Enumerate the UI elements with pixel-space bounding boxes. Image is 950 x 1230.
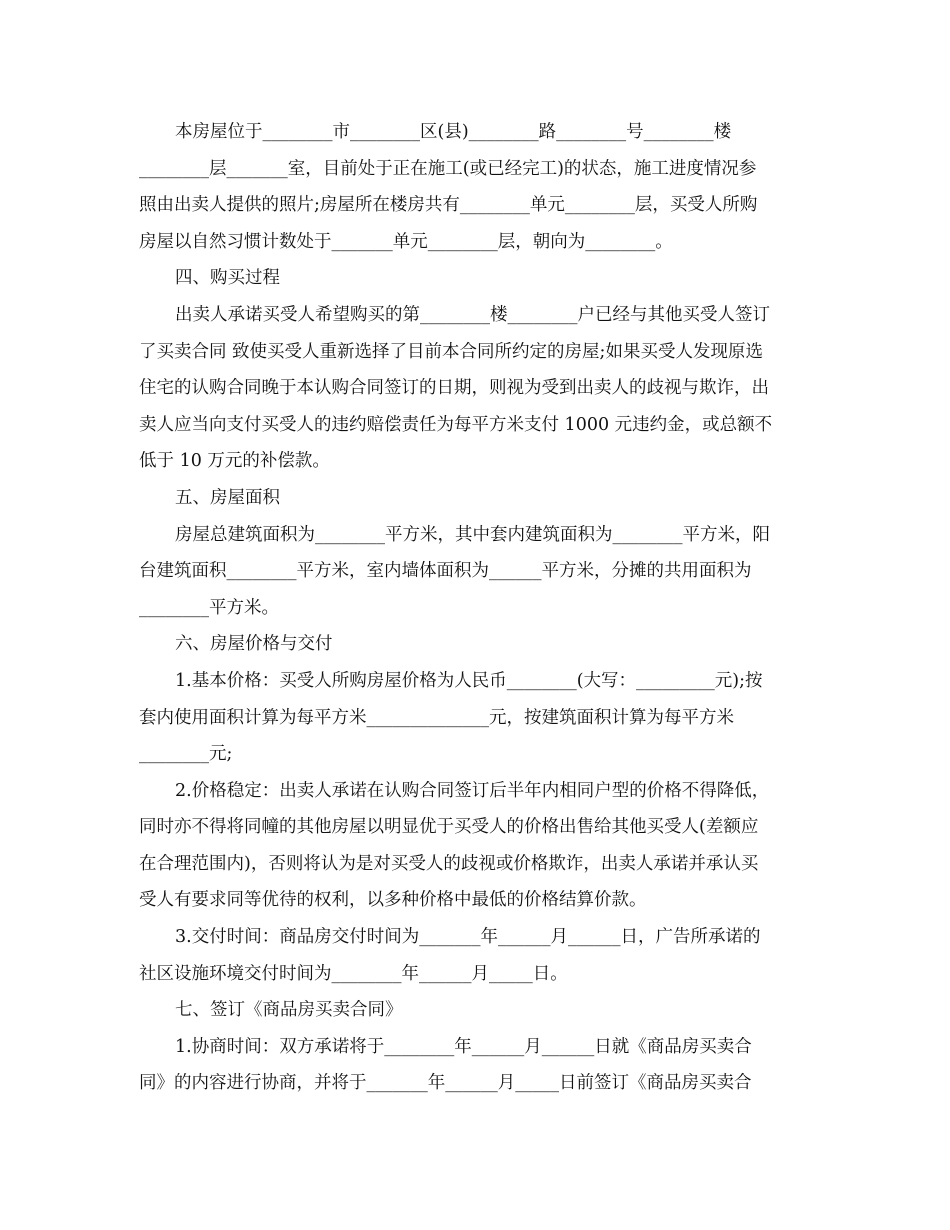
text-line: 2.价格稳定：出卖人承诺在认购合同签订后半年内相同户型的价格不得降低， [175,780,770,801]
text-line: 套内使用面积计算为每平方米______________元，按建筑面积计算为每平方米 [139,707,734,728]
text-line: ________元; [139,744,233,765]
section-heading: 六、房屋价格与交付 [175,634,333,655]
text-line: 3.交付时间：商品房交付时间为_______年______月______日，广告所承诺的 [175,927,761,948]
document-body [139,114,811,1102]
text-line: 同》的内容进行协商，并将于_______年______月_____日前签订《商品房买卖合 [139,1073,752,1094]
text-line: 房屋以自然习惯计数处于_______单元________层，朝向为________。 [139,231,673,252]
text-line: 卖人应当向支付买受人的违约赔偿责任为每平方米支付 1000 元违约金，或总额不 [139,414,773,435]
text-line: 社区设施环境交付时间为________年______月_____日。 [139,963,568,984]
section-heading: 四、购买过程 [175,268,280,289]
text-line: 低于 10 万元的补偿款。 [139,451,330,472]
text-line: ________层_______室，目前处于正在施工(或已经完工)的状态，施工进度情况参 [139,158,757,179]
text-line: 房屋总建筑面积为________平方米，其中套内建筑面积为________平方米，阳 [175,524,770,545]
paragraph-location [139,114,811,260]
paragraph-base-price [139,663,811,773]
text-line: 同时亦不得将同幢的其他房屋以明显优于买受人的价格出售给其他买受人(差额应 [139,817,759,838]
text-line: 在合理范围内)，否则将认为是对买受人的歧视或价格欺诈，出卖人承诺并承认买 [139,853,759,874]
text-line: 照由出卖人提供的照片;房屋所在楼房共有________单元________层，买受人所购 [139,195,758,216]
text-line: 了买卖合同 致使买受人重新选择了目前本合同所约定的房屋;如果买受人发现原选 [139,341,763,362]
paragraph-price-stability [139,773,811,919]
text-line: ________平方米。 [139,597,279,618]
text-line: 1.协商时间：双方承诺将于________年______月______日就《商品房买卖合 [175,1036,752,1057]
section-heading: 五、房屋面积 [175,487,280,508]
text-line: 本房屋位于________市________区(县)________路________号________楼 [175,122,732,142]
section-heading: 七、签订《商品房买卖合同》 [175,1000,403,1021]
text-line: 受人有要求同等优待的权利，以多种价格中最低的价格结算价款。 [139,890,647,911]
text-line: 台建筑面积________平方米，室内墙体面积为______平方米，分摊的共用面积为 [139,561,752,582]
text-line: 出卖人承诺买受人希望购买的第________楼________户已经与其他买受人签订 [175,304,770,325]
text-line: 1.基本价格：买受人所购房屋价格为人民币________(大写：_________元);按 [175,670,763,691]
text-line: 住宅的认购合同晚于本认购合同签订的日期，则视为受到出卖人的歧视与欺诈，出 [139,378,769,399]
paragraph-delivery-time [139,919,811,992]
paragraph-negotiation-time [139,1029,811,1102]
paragraph-area [139,517,811,627]
paragraph-purchase-process [139,297,811,480]
